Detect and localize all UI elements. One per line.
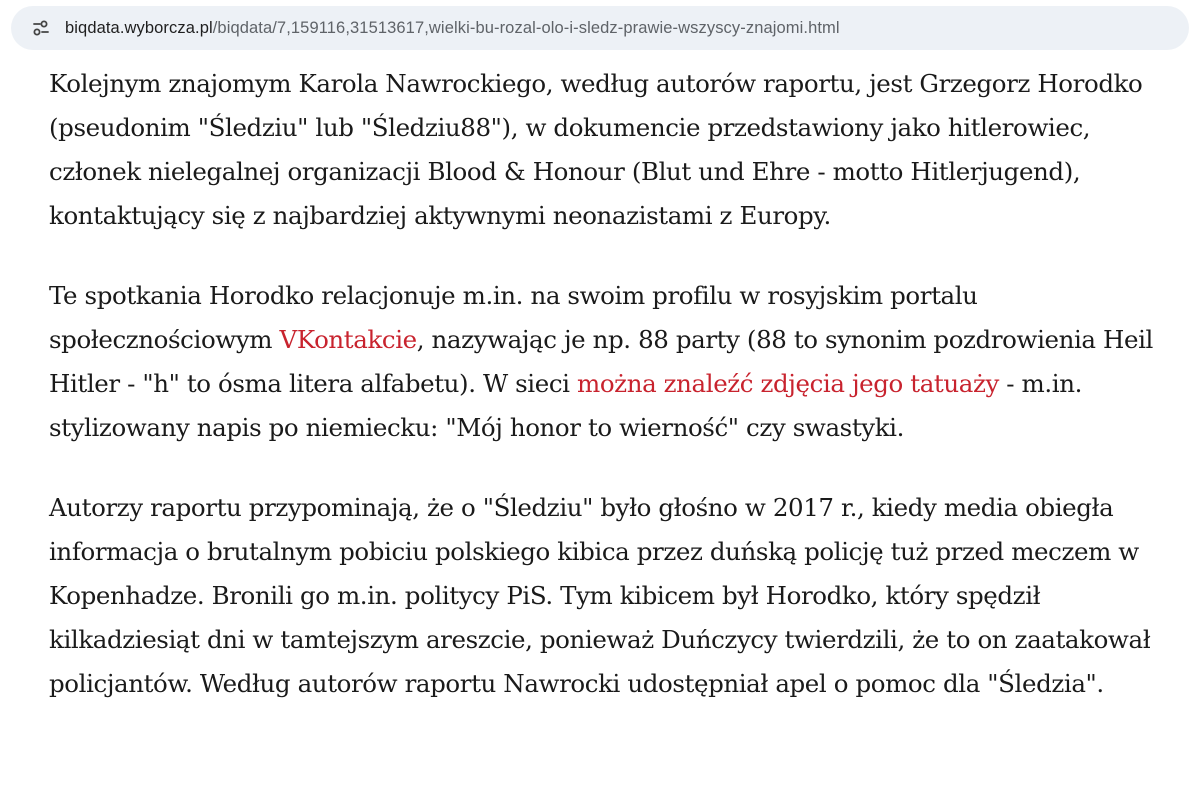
url-text[interactable] xyxy=(65,19,840,38)
url-domain: biqdata.wyborcza.pl xyxy=(65,18,213,37)
article-body xyxy=(49,62,1169,742)
address-bar[interactable] xyxy=(11,6,1189,50)
url-path: /biqdata/7,159116,31513617,wielki-bu-rozal-olo-i-sledz-prawie-wszyscy-znajomi.html xyxy=(212,18,840,37)
paragraph-2-text-a: Te spotkania Horodko relacjonuje m.in. na swoim profilu w rosyjskim portalu społecznościowym xyxy=(49,281,978,354)
paragraph-1: Kolejnym znajomym Karola Nawrockiego, według autorów raportu, jest Grzegorz Horodko (pseudonim "Śledziu" lub "Śledziu88"), w dokumencie przedstawiony jako hitlerowiec, członek nielegalnej organizacji Blood & Honour (Blut und Ehre - motto Hitlerjugend), kontaktujący się z najbardziej aktywnymi neonazistami z Europy. xyxy=(49,69,1143,230)
tattoo-photos-link[interactable]: można znaleźć zdjęcia jego tatuaży xyxy=(577,369,999,398)
paragraph-3: Autorzy raportu przypominają, że o "Śledziu" było głośno w 2017 r., kiedy media obiegła informacja o brutalnym pobiciu polskiego kibica przez duńską policję tuż przed meczem w Kopenhadze. Bronili go m.in. politycy PiS. Tym kibicem był Horodko, który spędził kilkadziesiąt dni w tamtejszym areszcie, ponieważ Duńczycy twierdzili, że to on zaatakował policjantów. Według autorów raportu Nawrocki udostępniał apel o pomoc dla "Śledzia". xyxy=(49,493,1151,698)
paragraph-2-text-b: , nazywając je np. 88 party (88 to synonim pozdrowienia Heil Hitler - "h" to ósma litera alfabetu). W sieci xyxy=(49,325,1153,398)
tune-icon[interactable] xyxy=(29,16,53,40)
vkontakte-link[interactable]: VKontakcie xyxy=(279,325,417,354)
browser-toolbar xyxy=(0,0,1200,56)
paragraph-2 xyxy=(49,274,1169,450)
paragraph-2-text-c: - m.in. stylizowany napis po niemiecku: "Mój honor to wierność" czy swastyki. xyxy=(49,369,1082,442)
